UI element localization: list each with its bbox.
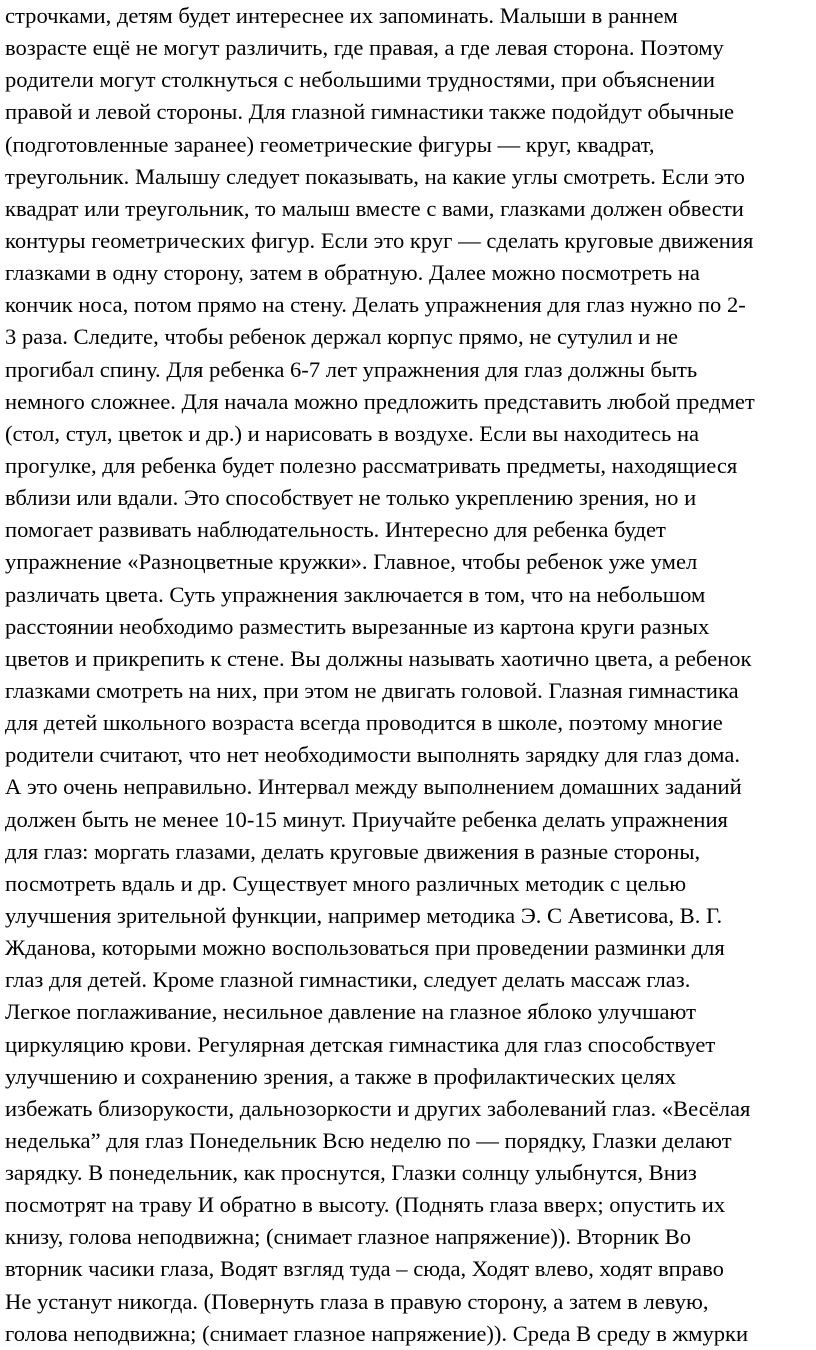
text-line: родители могут столкнуться с небольшими трудностями, при объяснении xyxy=(5,67,716,93)
text-line: глаз для детей. Кроме глазной гимнастики, следует делать массаж глаз. xyxy=(5,967,691,993)
text-line: улучшения зрительной функции, например методика Э. С Аветисова, В. Г. xyxy=(5,902,723,928)
text-line: вторник часики глаза, Водят взгляд туда – сюда, Ходят влево, ходят вправо xyxy=(5,1256,724,1282)
text-line: вблизи или вдали. Это способствует не только укреплению зрения, но и xyxy=(5,485,697,511)
text-line: зарядку. В понедельник, как проснутся, Глазки солнцу улыбнутся, Вниз xyxy=(5,1160,697,1186)
text-line: немного сложнее. Для начала можно предложить представить любой предмет xyxy=(5,388,755,414)
text-line: книзу, голова неподвижна; (снимает глазное напряжение)). Вторник Во xyxy=(5,1224,692,1250)
text-line: Легкое поглаживание, несильное давление на глазное яблоко улучшают xyxy=(5,999,696,1025)
text-line: прогулке, для ребенка будет полезно рассматривать предметы, находящиеся xyxy=(5,452,738,478)
text-line: родители считают, что нет необходимости выполнять зарядку для глаз дома. xyxy=(5,742,741,768)
text-line: (подготовленные заранее) геометрические фигуры — круг, квадрат, xyxy=(5,131,655,157)
text-line: Жданова, которыми можно воспользоваться при проведении разминки для xyxy=(5,935,725,961)
text-line: улучшению и сохранению зрения, а также в профилактических целях xyxy=(5,1063,677,1089)
text-line: неделька” для глаз Понедельник Всю неделю по — порядку, Глазки делают xyxy=(5,1127,732,1153)
text-line: для детей школьного возраста всегда проводится в школе, поэтому многие xyxy=(5,710,723,736)
text-line: глазками в одну сторону, затем в обратную. Далее можно посмотреть на xyxy=(5,260,700,286)
text-line: квадрат или треугольник, то малыш вместе с вами, глазками должен обвести xyxy=(5,195,744,221)
text-line: 3 раза. Следите, чтобы ребенок держал корпус прямо, не сутулил и не xyxy=(5,324,679,350)
text-line: расстоянии необходимо разместить вырезанные из картона круги разных xyxy=(5,613,710,639)
text-line: строчками, детям будет интереснее их запоминать. Малыши в раннем xyxy=(5,3,678,28)
text-line: (стол, стул, цветок и др.) и нарисовать в воздухе. Если вы находитесь на xyxy=(5,420,700,446)
text-line: цветов и прикрепить к стене. Вы должны называть хаотично цвета, а ребенок xyxy=(5,645,752,671)
text-line: посмотреть вдаль и др. Существует много различных методик с целью xyxy=(5,870,687,896)
text-line: А это очень неправильно. Интервал между выполнением домашних заданий xyxy=(5,774,742,800)
text-line: различать цвета. Суть упражнения заключается в том, что на небольшом xyxy=(5,581,706,607)
body-text xyxy=(5,0,813,1350)
text-line: упражнение «Разноцветные кружки». Главное, чтобы ребенок уже умел xyxy=(5,549,698,575)
text-line: помогает развивать наблюдательность. Интересно для ребенка будет xyxy=(5,517,666,543)
text-line: кончик носа, потом прямо на стену. Делать упражнения для глаз нужно по 2- xyxy=(5,292,746,318)
text-line: прогибал спину. Для ребенка 6-7 лет упражнения для глаз должны быть xyxy=(5,356,698,382)
text-line: треугольник. Малышу следует показывать, на какие углы смотреть. Если это xyxy=(5,163,745,189)
text-line: голова неподвижна; (снимает глазное напряжение)). Среда В среду в жмурки xyxy=(5,1320,749,1346)
text-line: должен быть не менее 10-15 минут. Приучайте ребенка делать упражнения xyxy=(5,806,728,832)
text-line: Не устанут никогда. (Повернуть глаза в правую сторону, а затем в левую, xyxy=(5,1288,709,1314)
text-line: возрасте ещё не могут различить, где правая, а где левая сторона. Поэтому xyxy=(5,35,724,61)
text-line: посмотрят на траву И обратно в высоту. (Поднять глаза вверх; опустить их xyxy=(5,1192,726,1218)
text-line: правой и левой стороны. Для глазной гимнастики также подойдут обычные xyxy=(5,99,735,125)
text-line: циркуляцию крови. Регулярная детская гимнастика для глаз способствует xyxy=(5,1031,716,1057)
text-line: глазками смотреть на них, при этом не двигать головой. Глазная гимнастика xyxy=(5,677,739,703)
text-line: для глаз: моргать глазами, делать круговые движения в разные стороны, xyxy=(5,838,701,864)
text-line: избежать близорукости, дальнозоркости и других заболеваний глаз. «Весёлая xyxy=(5,1095,751,1121)
text-line: контуры геометрических фигур. Если это круг — сделать круговые движения xyxy=(5,227,754,253)
